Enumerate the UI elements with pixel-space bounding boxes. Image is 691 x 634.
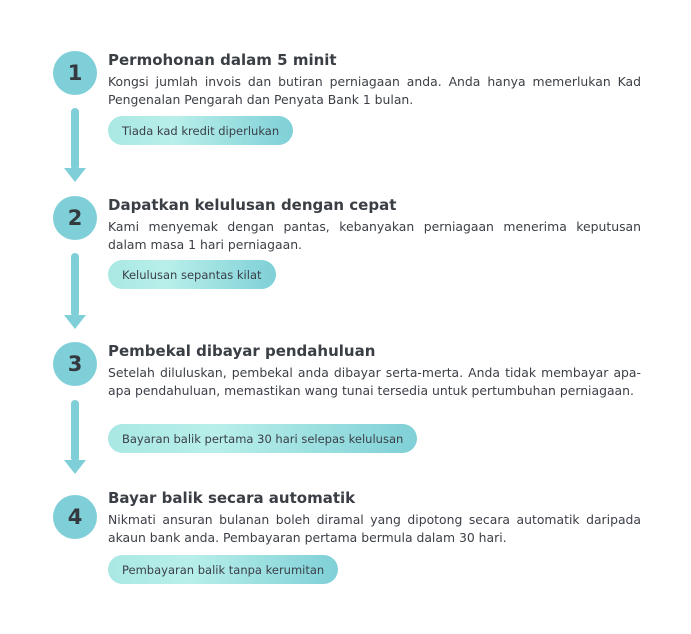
step-title: Bayar balik secara automatik	[108, 489, 356, 507]
step-description: Kongsi jumlah invois dan butiran perniagaan anda. Anda hanya memerlukan Kad Pengenalan Pengarah dan Penyata Bank 1 bulan.	[108, 74, 641, 107]
step-number: 1	[53, 51, 97, 95]
step-badge: Kelulusan sepantas kilat	[108, 260, 276, 289]
step-badge: Bayaran balik pertama 30 hari selepas kelulusan	[108, 424, 417, 453]
step-title: Permohonan dalam 5 minit	[108, 51, 337, 69]
step-number: 4	[53, 495, 97, 539]
step-description: Nikmati ansuran bulanan boleh diramal yang dipotong secara automatik daripada akaun bank anda. Pembayaran pertama bermula dalam 30 hari.	[108, 512, 641, 545]
step-number: 3	[53, 342, 97, 386]
step-title: Pembekal dibayar pendahuluan	[108, 342, 376, 360]
step-description: Setelah diluluskan, pembekal anda dibayar serta-merta. Anda tidak membayar apa-apa pendahuluan, memastikan wang tunai tersedia untuk pertumbuhan perniagaan.	[108, 365, 641, 398]
step-title: Dapatkan kelulusan dengan cepat	[108, 196, 397, 214]
step-number: 2	[53, 196, 97, 240]
step-badge: Tiada kad kredit diperlukan	[108, 116, 293, 145]
step-description: Kami menyemak dengan pantas, kebanyakan perniagaan menerima keputusan dalam masa 1 hari perniagaan.	[108, 219, 641, 252]
step-badge: Pembayaran balik tanpa kerumitan	[108, 555, 338, 584]
